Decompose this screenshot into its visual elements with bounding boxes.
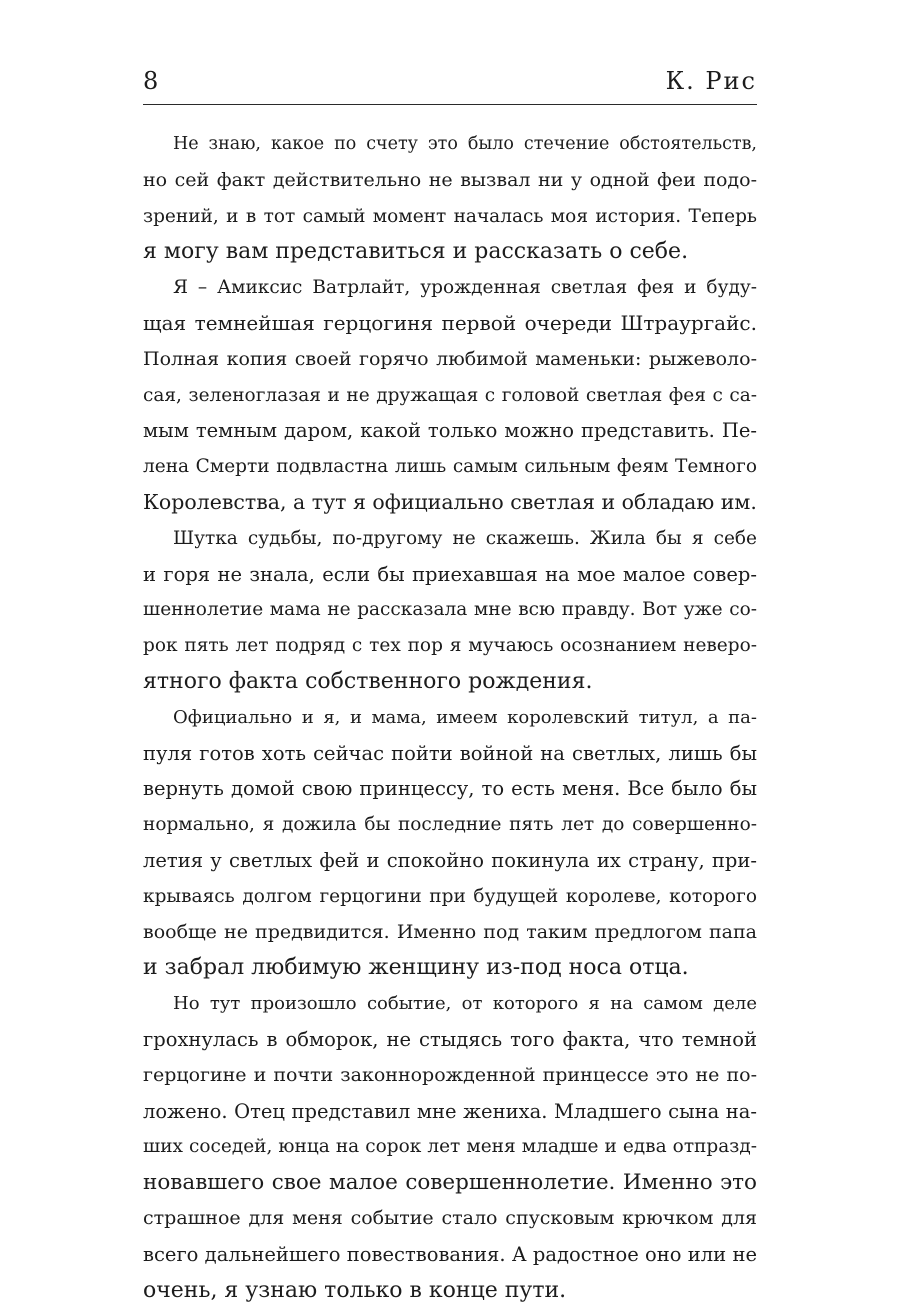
- paragraph: [143, 521, 757, 700]
- paragraph: [143, 127, 757, 270]
- text-line: шеннолетие мама не рассказала мне всю правду. Вот уже со-: [143, 592, 757, 628]
- text-line: пуля готов хоть сейчас пойти войной на светлых, лишь бы: [143, 736, 757, 772]
- text-line: Я – Амиксис Ватрлайт, урожденная светлая фея и буду-: [143, 270, 757, 306]
- text-line: мым темным даром, какой только можно представить. Пе-: [143, 413, 757, 449]
- text-line: щая темнейшая герцогиня первой очереди Штраургайс.: [143, 306, 757, 342]
- text-line: Шутка судьбы, по-другому не скажешь. Жила бы я себе: [143, 521, 757, 557]
- text-line: вообще не предвидится. Именно под таким предлогом папа: [143, 915, 757, 951]
- text-line: герцогине и почти законнорожденной принцессе это не по-: [143, 1058, 757, 1094]
- text-line: грохнулась в обморок, не стыдясь того факта, что темной: [143, 1022, 757, 1058]
- text-line: ятного факта собственного рождения.: [143, 664, 757, 700]
- text-line: лена Смерти подвластна лишь самым сильным феям Темного: [143, 449, 757, 485]
- text-line: страшное для меня событие стало спусковым крючком для: [143, 1201, 757, 1237]
- text-line: Официально и я, и мама, имеем королевский титул, а па-: [143, 700, 757, 736]
- header-rule: [143, 104, 757, 105]
- text-line: Королевства, а тут я официально светлая и обладаю им.: [143, 485, 757, 521]
- paragraph: [143, 986, 757, 1308]
- running-header-author: К. Рис: [666, 66, 757, 96]
- paragraph: [143, 270, 757, 521]
- page-number: 8: [143, 66, 159, 96]
- text-line: сая, зеленоглазая и не дружащая с головой светлая фея с са-: [143, 378, 757, 414]
- text-line: вернуть домой свою принцессу, то есть меня. Все было бы: [143, 771, 757, 807]
- text-line: рок пять лет подряд с тех пор я мучаюсь осознанием неверо-: [143, 628, 757, 664]
- text-line: и забрал любимую женщину из-под носа отца.: [143, 950, 757, 986]
- text-line: нормально, я дожила бы последние пять лет до совершенно-: [143, 807, 757, 843]
- text-line: всего дальнейшего повествования. А радостное оно или не: [143, 1237, 757, 1273]
- text-line: ших соседей, юнца на сорок лет меня младше и едва отпразд-: [143, 1129, 757, 1165]
- text-line: и горя не знала, если бы приехавшая на мое малое совер-: [143, 557, 757, 593]
- text-line: но сей факт действительно не вызвал ни у одной феи подо-: [143, 163, 757, 199]
- text-line: зрений, и в тот самый момент началась моя история. Теперь: [143, 199, 757, 235]
- text-line: Но тут произошло событие, от которого я на самом деле: [143, 986, 757, 1022]
- text-line: очень, я узнаю только в конце пути.: [143, 1273, 757, 1308]
- text-line: Не знаю, какое по счету это было стечение обстоятельств,: [143, 127, 757, 163]
- text-line: новавшего свое малое совершеннолетие. Именно это: [143, 1165, 757, 1201]
- text-line: я могу вам представиться и рассказать о себе.: [143, 234, 757, 270]
- text-body: [143, 127, 757, 1308]
- text-line: летия у светлых фей и спокойно покинула их страну, при-: [143, 843, 757, 879]
- paragraph: [143, 700, 757, 986]
- text-line: Полная копия своей горячо любимой маменьки: рыжеволо-: [143, 342, 757, 378]
- text-line: ложено. Отец представил мне жениха. Младшего сына на-: [143, 1094, 757, 1130]
- running-header: [143, 66, 757, 102]
- text-line: крываясь долгом герцогини при будущей королеве, которого: [143, 879, 757, 915]
